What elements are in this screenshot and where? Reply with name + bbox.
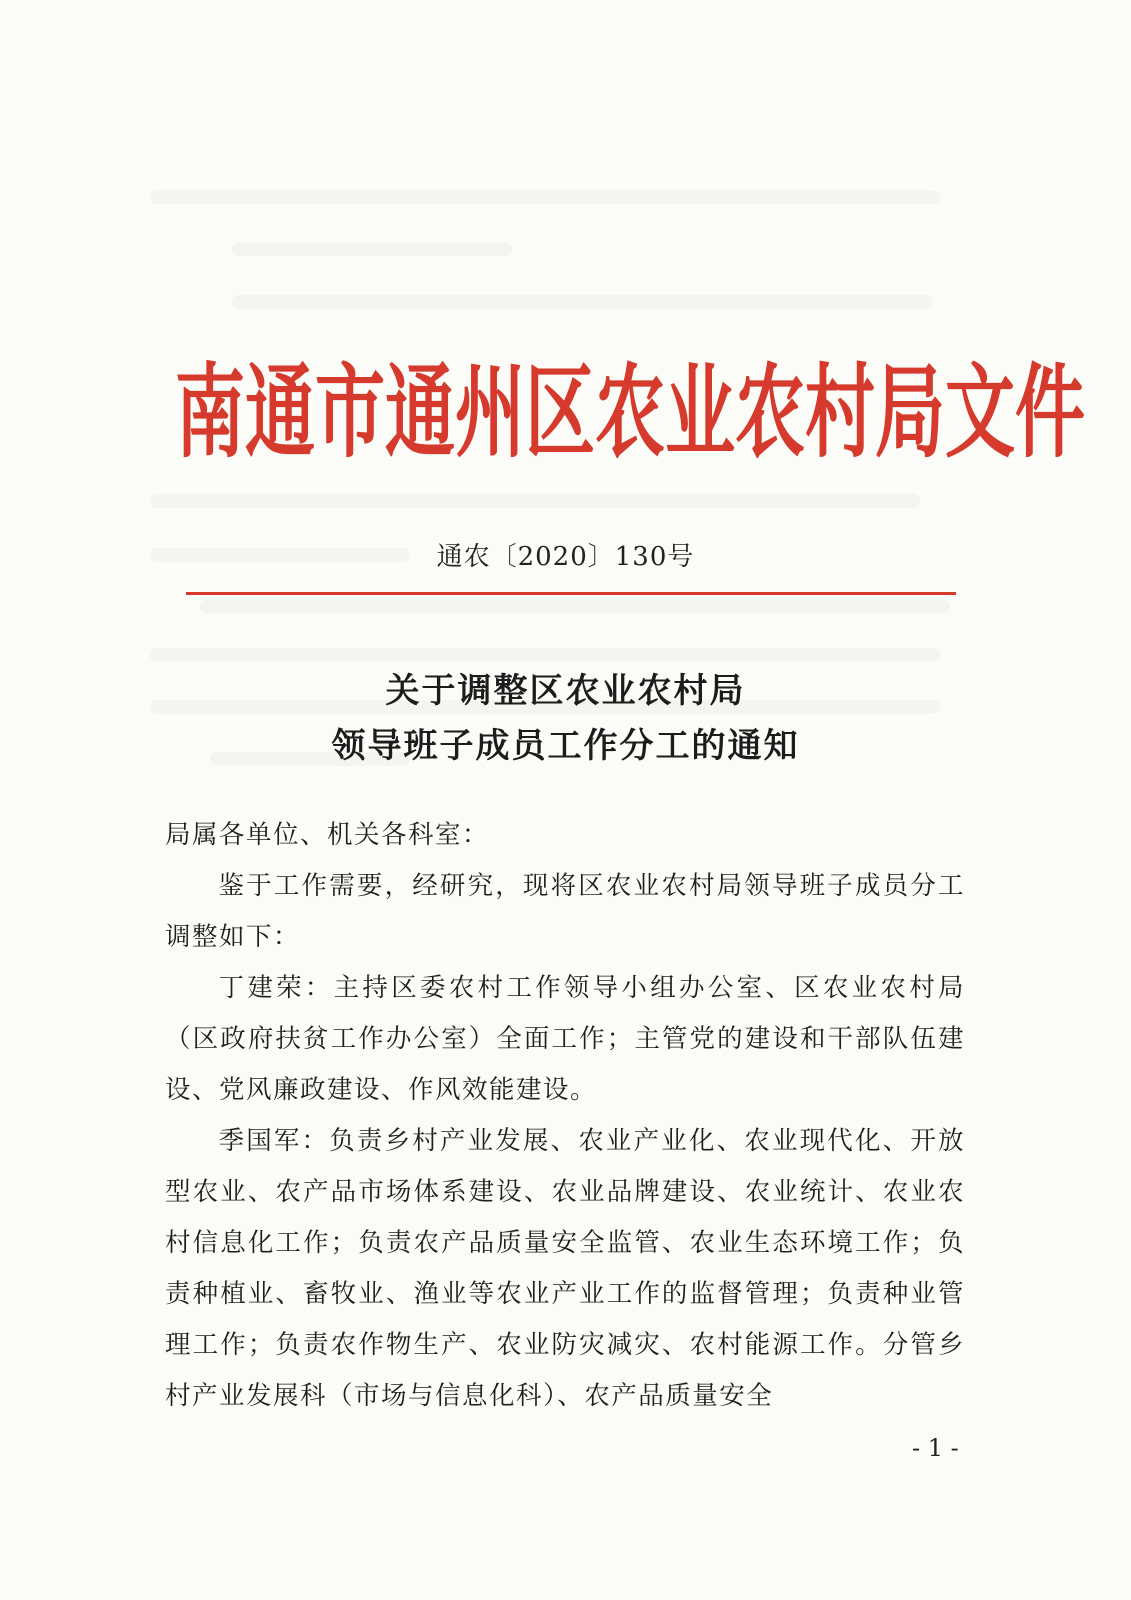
red-divider-line — [186, 592, 956, 595]
body-paragraph: 鉴于工作需要，经研究，现将区农业农村局领导班子成员分工调整如下： — [165, 871, 965, 952]
bleed-through-line — [232, 242, 512, 256]
body-paragraph: 丁建荣：主持区委农村工作领导小组办公室、区农业农村局（区政府扶贫工作办公室）全面工作；主管党的建设和干部队伍建设、党风廉政建设、作风效能建设。 — [165, 973, 965, 1105]
bleed-through-line — [200, 600, 950, 614]
notice-heading-line-2: 领导班子成员工作分工的通知 — [331, 726, 800, 766]
notice-body — [165, 810, 965, 1422]
bleed-through-line — [150, 494, 920, 508]
document-title: 南通市通州区农业农村局文件 — [175, 353, 1085, 473]
bleed-through-line — [232, 295, 932, 309]
page-number: - 1 - — [912, 1434, 959, 1462]
bleed-through-line — [150, 190, 940, 204]
document-number: 通农〔2020〕130号 — [436, 542, 695, 572]
notice-heading-line-1: 关于调整区农业农村局 — [385, 671, 746, 711]
bleed-through-line — [150, 648, 940, 662]
salutation: 局属各单位、机关各科室： — [165, 820, 490, 850]
body-paragraph: 季国军：负责乡村产业发展、农业产业化、农业现代化、开放型农业、农产品市场体系建设、农业品牌建设、农业统计、农业农村信息化工作；负责农产品质量安全监管、农业生态环境工作；负责种植业、畜牧业、渔业等农业产业工作的监督管理；负责种业管理工作；负责农作物生产、农业防灾减灾、农村能源工作。分管乡村产业发展科（市场与信息化科）、农产品质量安全 — [165, 1126, 965, 1411]
